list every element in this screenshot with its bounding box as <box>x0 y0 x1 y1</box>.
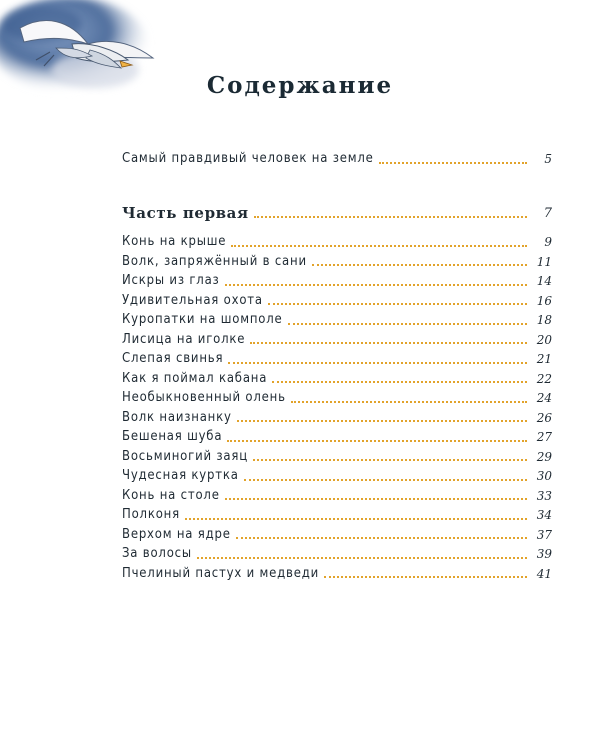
part-heading-label: Часть первая <box>122 203 249 222</box>
toc-entries <box>122 230 552 581</box>
dot-leader <box>228 362 527 364</box>
page-number: 21 <box>536 352 552 367</box>
dot-leader <box>227 440 527 442</box>
toc-entry-label: Полконя <box>122 507 180 523</box>
seagull-illustration <box>0 0 210 140</box>
toc-entry-label: Слепая свинья <box>122 351 224 367</box>
toc-row <box>122 308 552 328</box>
dot-leader <box>197 557 527 559</box>
toc-row <box>122 542 552 562</box>
toc-row <box>122 464 552 484</box>
page-number: 7 <box>543 205 552 221</box>
dot-leader <box>253 459 527 461</box>
page-number: 29 <box>536 449 552 464</box>
dot-leader <box>312 264 527 266</box>
page-number: 26 <box>536 410 552 425</box>
page-title: Содержание <box>206 72 394 99</box>
toc-entry-label: Искры из глаз <box>122 273 220 289</box>
page-number: 34 <box>536 508 552 523</box>
dot-leader <box>291 401 527 403</box>
dot-leader <box>185 518 527 520</box>
toc-entry-label: Лисица на иголке <box>122 331 246 347</box>
toc-entry-label: Удивительная охота <box>122 292 263 308</box>
toc-row <box>122 367 552 387</box>
toc-entry-label: За волосы <box>122 546 192 562</box>
toc-row <box>122 425 552 445</box>
page-number: 41 <box>536 566 552 581</box>
page-number: 9 <box>544 235 552 250</box>
page-number: 18 <box>536 313 552 328</box>
toc-row <box>122 523 552 543</box>
toc-entry-label: Пчелиный пастух и медведи <box>122 565 319 581</box>
page-number: 30 <box>536 469 552 484</box>
dot-leader <box>268 303 527 305</box>
toc-row <box>122 230 552 250</box>
toc-row <box>122 386 552 406</box>
dot-leader <box>324 576 527 578</box>
page-number: 5 <box>544 152 552 167</box>
toc-row <box>122 484 552 504</box>
toc-intro <box>122 147 552 167</box>
dot-leader <box>244 479 527 481</box>
page-number: 22 <box>536 371 552 386</box>
toc-entry-label: Бешеная шуба <box>122 429 223 445</box>
toc-part-heading <box>122 197 552 221</box>
toc-entry-label: Необыкновенный олень <box>122 390 286 406</box>
toc-entry-label: Волк наизнанку <box>122 409 232 425</box>
dot-leader <box>236 537 527 539</box>
toc-entry-label: Самый правдивый человек на земле <box>122 151 374 167</box>
toc-entry-label: Верхом на ядре <box>122 526 231 542</box>
dot-leader <box>237 420 527 422</box>
dot-leader <box>379 162 527 164</box>
toc-row <box>122 503 552 523</box>
dot-leader <box>250 342 527 344</box>
dot-leader <box>288 323 528 325</box>
page-number: 37 <box>536 527 552 542</box>
page-number: 24 <box>536 391 552 406</box>
toc-row <box>122 562 552 582</box>
page-number: 39 <box>536 547 552 562</box>
dot-leader <box>272 381 527 383</box>
toc-entry-label: Куропатки на шомполе <box>122 312 283 328</box>
dot-leader <box>254 216 527 218</box>
toc-row <box>122 347 552 367</box>
toc-entry-label: Восьминогий заяц <box>122 448 248 464</box>
toc-entry-label: Чудесная куртка <box>122 468 239 484</box>
page-number: 14 <box>536 274 552 289</box>
toc-row <box>122 147 552 167</box>
toc-entry-label: Волк, запряжённый в сани <box>122 253 307 269</box>
toc-row <box>122 406 552 426</box>
page-number: 27 <box>536 430 552 445</box>
page-number: 11 <box>536 254 552 269</box>
page-number: 33 <box>536 488 552 503</box>
toc-row <box>122 197 552 221</box>
page-number: 16 <box>536 293 552 308</box>
dot-leader <box>225 284 527 286</box>
toc-entry-label: Как я поймал кабана <box>122 370 268 386</box>
toc-row <box>122 289 552 309</box>
toc-entry-label: Конь на столе <box>122 487 220 503</box>
toc-row <box>122 445 552 465</box>
toc-entry-label: Конь на крыше <box>122 234 227 250</box>
toc-row <box>122 328 552 348</box>
seagull-icon <box>0 0 210 140</box>
dot-leader <box>231 245 527 247</box>
toc-row <box>122 269 552 289</box>
page-number: 20 <box>536 332 552 347</box>
dot-leader <box>225 498 527 500</box>
toc-row <box>122 250 552 270</box>
